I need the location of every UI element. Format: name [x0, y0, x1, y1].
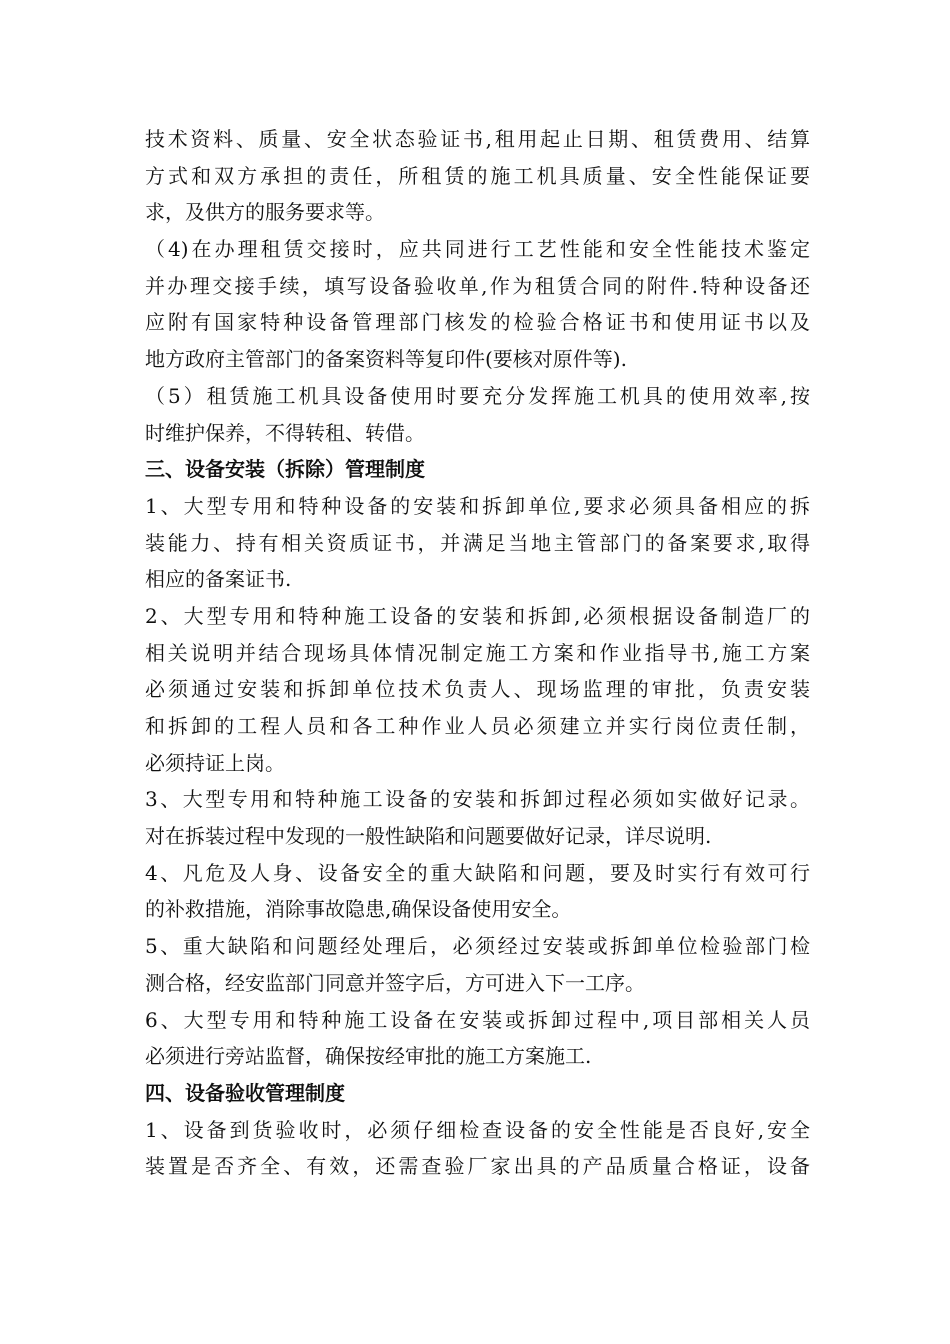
text-line: 测合格，经安监部门同意并签字后，方可进入下一工序。 — [145, 970, 645, 995]
section-heading: 三、设备安装（拆除）管理制度 — [145, 457, 425, 482]
text-line: （5）租赁施工机具设备使用时要充分发挥施工机具的使用效率,按 — [145, 383, 810, 408]
text-line: 必须持证上岗。 — [145, 750, 285, 775]
text-line: 1、设备到货验收时，必须仔细检查设备的安全性能是否良好,安全 — [145, 1117, 810, 1142]
text-line: 3、大型专用和特种施工设备的安装和拆卸过程必须如实做好记录。 — [145, 787, 810, 812]
text-line: 装置是否齐全、有效，还需查验厂家出具的产品质量合格证，设备 — [145, 1154, 810, 1179]
section-heading: 四、设备验收管理制度 — [145, 1080, 345, 1105]
text-line: 4、凡危及人身、设备安全的重大缺陷和问题，要及时实行有效可行 — [145, 860, 810, 885]
text-line: 相关说明并结合现场具体情况制定施工方案和作业指导书,施工方案 — [145, 640, 810, 665]
text-line: 2、大型专用和特种施工设备的安装和拆卸,必须根据设备制造厂的 — [145, 603, 810, 628]
text-line: 和拆卸的工程人员和各工种作业人员必须建立并实行岗位责任制， — [145, 714, 810, 738]
text-line: 1、大型专用和特种设备的安装和拆卸单位,要求必须具备相应的拆 — [145, 493, 810, 518]
text-line: 必须通过安装和拆卸单位技术负责人、现场监理的审批，负责安装 — [145, 677, 810, 702]
text-line: 求，及供方的服务要求等。 — [145, 200, 385, 225]
text-line: 并办理交接手续，填写设备验收单,作为租赁合同的附件.特种设备还 — [145, 273, 810, 298]
text-line: 的补救措施，消除事故隐患,确保设备使用安全。 — [145, 897, 572, 922]
text-line: 对在拆装过程中发现的一般性缺陷和问题要做好记录，详尽说明. — [145, 824, 712, 849]
text-line: 6、大型专用和特种施工设备在安装或拆卸过程中,项目部相关人员 — [145, 1007, 810, 1032]
text-line: 方式和双方承担的责任，所租赁的施工机具质量、安全性能保证要 — [145, 163, 810, 188]
text-line: 装能力、持有相关资质证书，并满足当地主管部门的备案要求,取得 — [145, 530, 810, 555]
text-line: 5、重大缺陷和问题经处理后，必须经过安装或拆卸单位检验部门检 — [145, 934, 810, 959]
text-line: 应附有国家特种设备管理部门核发的检验合格证书和使用证书以及 — [145, 310, 810, 335]
text-line: 相应的备案证书. — [145, 567, 292, 592]
text-line: 必须进行旁站监督，确保按经审批的施工方案施工. — [145, 1044, 592, 1069]
text-line: （4)在办理租赁交接时，应共同进行工艺性能和安全性能技术鉴定 — [145, 237, 810, 262]
text-line: 技术资料、质量、安全状态验证书,租用起止日期、租赁费用、结算 — [145, 127, 810, 151]
document-page — [145, 121, 810, 1185]
text-line: 地方政府主管部门的备案资料等复印件(要核对原件等). — [145, 347, 627, 372]
text-line: 时维护保养，不得转租、转借。 — [145, 420, 425, 445]
